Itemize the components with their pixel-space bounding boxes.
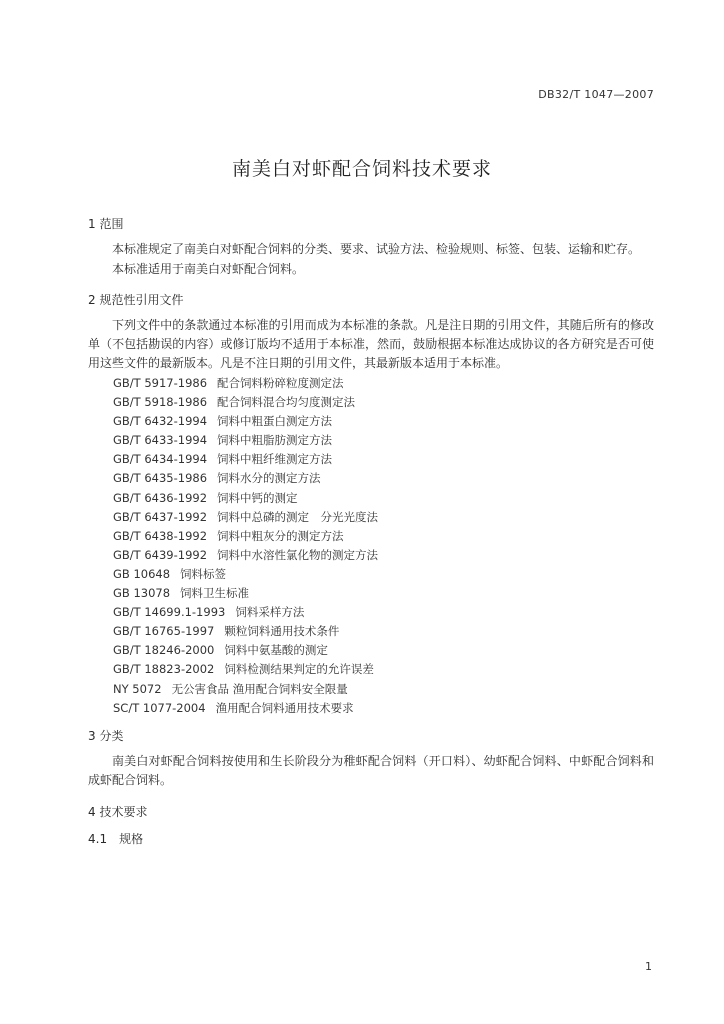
list-item <box>113 603 378 622</box>
list-item <box>113 489 378 508</box>
ref-name: 饲料标签 <box>180 566 227 581</box>
list-item <box>113 565 378 584</box>
ref-code: GB/T 5917-1986 <box>113 376 208 390</box>
section-heading-scope: 1 范围 <box>88 217 124 231</box>
classification-paragraph: 南美白对虾配合饲料按使用和生长阶段分为稚虾配合饲料（开口料）、幼虾配合饲料、中虾配合饲料和成虾配合饲料。 <box>88 754 654 787</box>
list-item <box>113 660 378 679</box>
refs-intro-paragraph: 下列文件中的条款通过本标准的引用而成为本标准的条款。凡是注日期的引用文件，其随后所有的修改单（不包括勘误的内容）或修订版均不适用于本标准，然而，鼓励根据本标准达成协议的各方研究是否可使用这些文件的最新版本。凡是不注日期的引用文件，其最新版本适用于本标准。 <box>88 318 654 370</box>
ref-code: GB/T 6437-1992 <box>113 509 208 524</box>
list-item <box>113 622 378 641</box>
ref-code: GB/T 16765-1997 <box>113 624 215 639</box>
list-item <box>113 699 378 718</box>
list-item <box>113 374 378 393</box>
scope-paragraph-1: 本标准规定了南美白对虾配合饲料的分类、要求、试验方法、检验规则、标签、包装、运输和贮存。 <box>112 242 641 256</box>
list-item <box>113 641 378 660</box>
ref-name: 饲料卫生标准 <box>180 586 250 601</box>
standard-code: DB32/T 1047—2007 <box>538 88 654 101</box>
ref-code: NY 5072 <box>113 681 162 696</box>
ref-name: 饲料检测结果判定的允许误差 <box>224 662 374 677</box>
ref-code: GB/T 6432-1994 <box>113 414 208 429</box>
ref-code: GB/T 6434-1994 <box>113 452 208 467</box>
list-item <box>113 546 378 565</box>
ref-name: 饲料中粗蛋白测定方法 <box>217 414 333 429</box>
ref-name: 饲料水分的测定方法 <box>217 471 321 486</box>
ref-code: GB 10648 <box>113 566 171 581</box>
list-item <box>113 393 378 412</box>
list-item <box>113 469 378 488</box>
ref-code: GB/T 14699.1-1993 <box>113 605 226 620</box>
ref-code: GB/T 18246-2000 <box>113 643 215 658</box>
ref-name: 颗粒饲料通用技术条件 <box>224 624 340 639</box>
ref-name: 配合饲料混合均匀度测定法 <box>217 395 356 410</box>
ref-name: 饲料中氨基酸的测定 <box>224 643 328 658</box>
ref-code: GB/T 6438-1992 <box>113 528 208 543</box>
list-item <box>113 584 378 603</box>
section-heading-classification: 3 分类 <box>88 729 124 743</box>
ref-name: 饲料采样方法 <box>235 605 305 620</box>
ref-code: GB/T 6436-1992 <box>113 490 208 505</box>
list-item <box>113 680 378 699</box>
ref-code: GB/T 5918-1986 <box>113 395 208 410</box>
section-heading-tech: 4 技术要求 <box>88 805 148 819</box>
ref-name: 饲料中粗纤维测定方法 <box>217 452 333 467</box>
ref-name: 渔用配合饲料通用技术要求 <box>215 700 354 715</box>
scope-paragraph-2: 本标准适用于南美白对虾配合饲料。 <box>112 262 305 276</box>
list-item <box>113 412 378 431</box>
ref-name: 配合饲料粉碎粒度测定法 <box>217 376 344 390</box>
ref-code: GB 13078 <box>113 586 171 601</box>
page-number: 1 <box>645 960 652 973</box>
ref-name: 饲料中粗灰分的测定方法 <box>217 528 344 543</box>
ref-code: SC/T 1077-2004 <box>113 700 206 715</box>
list-item <box>113 527 378 546</box>
ref-code: GB/T 6435-1986 <box>113 471 208 486</box>
ref-name: 饲料中钙的测定 <box>217 490 298 505</box>
section-heading-spec: 4.1 规格 <box>88 832 144 846</box>
section-heading-refs: 2 规范性引用文件 <box>88 293 184 307</box>
ref-code: GB/T 6439-1992 <box>113 547 208 562</box>
reference-list <box>113 374 378 718</box>
list-item <box>113 508 378 527</box>
ref-name: 饲料中水溶性氯化物的测定方法 <box>217 547 379 562</box>
ref-code: GB/T 6433-1994 <box>113 433 208 448</box>
list-item <box>113 450 378 469</box>
ref-name: 无公害食品 渔用配合饲料安全限量 <box>171 681 348 696</box>
ref-name: 饲料中总磷的测定 分光光度法 <box>217 509 379 524</box>
document-title: 南美白对虾配合饲料技术要求 <box>231 158 492 180</box>
ref-name: 饲料中粗脂肪测定方法 <box>217 433 333 448</box>
ref-code: GB/T 18823-2002 <box>113 662 215 677</box>
list-item <box>113 431 378 450</box>
